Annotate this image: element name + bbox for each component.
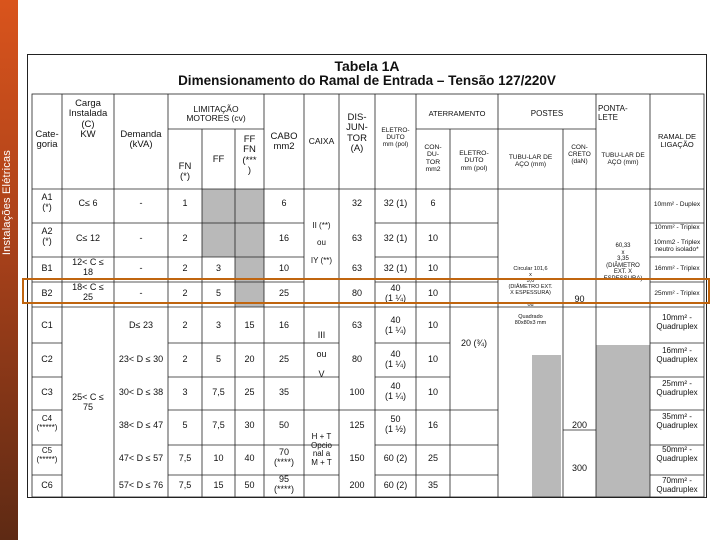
cell-cabo: 25 [278,354,289,364]
cell-fffn: 20 [244,354,255,364]
cell-demanda: - [139,233,143,243]
cell-cabo: 35 [278,387,289,397]
cell-demanda: 30< D ≤ 38 [118,387,164,397]
cell-ramal: 25mm² - Quadruplex [656,379,698,397]
cell-condutor: 10 [427,288,438,298]
cell-categoria: A2 (*) [41,226,53,246]
header-caixa: CAIXA [308,136,335,146]
cell-condutor: 10 [427,233,438,243]
cell-demanda: D≤ 23 [129,320,153,330]
cell-cabo: 16 [278,233,289,243]
cell-carga-merged: 25< C ≤ 75 [72,392,104,412]
cell-fffn: 40 [244,453,255,463]
cell-ramal: 16mm² - Quadruplex [656,346,698,364]
cell-categoria: B1 [41,263,53,273]
cell-eletroduto: 40 (1 ¼) [384,381,406,401]
cell-eletroduto: 40 (1 ¼) [384,349,406,369]
cell-ff: 5 [215,288,221,298]
cell-demanda: - [139,263,143,273]
cell-ramal: 10mm² - Triplex [654,224,700,231]
cell-condutor: 10 [427,387,438,397]
cell-ramal: 70mm² - Quadruplex [656,476,698,494]
cell-eletroduto: 50 (1 ½) [384,414,406,434]
cell-postes-tubo: Circular 101,6 x 5,0 (DIÂMETRO EXT. X ESPESSURA) ou Quadrado 80x80x3 mm [508,266,553,327]
cell-fn: 5 [182,420,188,430]
cell-disjuntor: 80 [351,354,362,364]
cell-disjuntor: 63 [351,233,362,243]
cell-condutor: 16 [427,420,438,430]
cell-fffn: 15 [244,320,255,330]
cell-eletroduto: 60 (2) [383,453,408,463]
header-concreto: CON- CRETO (daN) [568,144,591,166]
header-limitacao: LIMITAÇÃO MOTORES (cv) [186,104,246,124]
header-categoria: Cate- goria [35,129,59,151]
cell-postes-concreto-90: 90 [574,294,585,304]
cell-fn: 2 [182,288,188,298]
cell-ff: 7,5 [212,387,225,397]
header-cabo: CABO mm2 [270,131,298,153]
cell-eletroduto: 60 (2) [383,480,408,490]
cell-eletroduto: 32 (1) [383,198,408,208]
cell-fn: 2 [182,320,188,330]
cell-ramal: 10mm² - Quadruplex [656,313,698,331]
cell-cabo: 25 [278,288,289,298]
table-document [27,54,707,498]
header-ff: FF [212,154,225,165]
cell-categoria: C6 [41,480,53,490]
cell-condutor: 25 [427,453,438,463]
cell-condutor: 10 [427,354,438,364]
cell-disjuntor: 100 [349,387,365,397]
cell-demanda: 23< D ≤ 30 [118,354,164,364]
sidebar-label: Instalações Elétricas [1,150,13,256]
cell-ff: 5 [215,354,221,364]
cell-disjuntor: 63 [351,320,362,330]
cell-fn: 7,5 [178,453,192,463]
cell-categoria: C4 (*****) [36,414,58,432]
header-aterramento: ATERRAMENTO [428,109,486,118]
table-subtitle: Dimensionamento do Ramal de Entrada – Tensão 127/220V [178,73,556,88]
header-disjuntor: DIS- JUN- TOR (A) [346,112,368,155]
header-carga: Carga Instalada (C) KW [68,98,108,141]
header-fn: FN (*) [178,161,192,183]
cell-ramal: 50mm² - Quadruplex [656,445,698,463]
row-highlight-b2 [22,278,710,304]
cell-cabo: 50 [278,420,289,430]
header-tubo-aco-pont: TUBU-LAR DE AÇO (mm) [601,152,645,167]
cell-fffn: 30 [244,420,255,430]
cell-postes-concreto-300: 300 [571,463,588,473]
cell-ff: 3 [215,320,221,330]
cell-ff: 3 [215,263,221,273]
cell-fn: 1 [182,198,188,208]
cell-condutor: 6 [430,198,436,208]
cell-disjuntor: 63 [351,263,362,273]
cell-fn: 2 [182,233,188,243]
cell-caixa-a: II (**) ou IY (**) [310,221,333,265]
cell-demanda: - [139,198,143,208]
cell-ramal: 35mm² - Quadruplex [656,412,698,430]
header-eletroduto: ELETRO- DUTO mm (pol) [381,127,410,149]
cell-cabo: 16 [278,320,289,330]
table-title: Tabela 1A [334,58,400,74]
header-tubo-aco: TUBU-LAR DE AÇO (mm) [508,154,553,169]
cell-fffn: 25 [244,387,255,397]
cell-categoria: C5 (*****) [36,446,58,464]
cell-eletroduto-ater-c: 20 (¾) [460,338,487,348]
cell-disjuntor: 125 [349,420,365,430]
cell-eletroduto: 32 (1) [383,263,408,273]
cell-fn: 2 [182,354,188,364]
cell-cabo: 95 (****) [273,474,294,494]
header-pontalete: PONTA- LETE [598,104,628,122]
cell-cabo: 70 (****) [273,447,294,467]
header-condutor: CON- DU- TOR mm2 [424,144,442,174]
cell-carga: 12< C ≤ 18 [72,257,104,277]
cell-categoria: C2 [41,354,53,364]
cell-caixa-c: III ou V [316,330,327,379]
header-demanda: Demanda (kVA) [120,129,162,151]
cell-condutor: 10 [427,320,438,330]
cell-categoria: C3 [41,387,53,397]
cell-caixa-c4: H + T Opcio nal a M + T [311,432,332,467]
header-eletroduto-ater: ELETRO- DUTO mm (pol) [459,150,489,172]
cell-carga: C≤ 6 [78,198,98,208]
cell-ff: 10 [213,453,224,463]
cell-carga: 18< C ≤ 25 [72,282,104,302]
cell-carga: C≤ 12 [76,233,100,243]
cell-cabo: 10 [278,263,289,273]
cell-demanda: 38< D ≤ 47 [118,420,164,430]
cell-categoria: A1 (*) [41,192,53,212]
cell-fn: 2 [182,263,188,273]
cell-demanda: 57< D ≤ 76 [118,480,164,490]
cell-categoria: B2 [41,288,53,298]
cell-disjuntor: 200 [349,480,365,490]
cell-cabo: 6 [281,198,287,208]
cell-ramal: 10mm² - Duplex [653,201,701,208]
cell-eletroduto: 40 (1 ¼) [384,283,406,303]
cell-disjuntor: 80 [351,288,362,298]
cell-ff: 7,5 [212,420,225,430]
cell-ramal: 25mm² - Triplex [654,290,700,297]
cell-fn: 7,5 [178,480,192,490]
header-postes: POSTES [530,109,564,118]
cell-demanda: - [139,288,143,298]
cell-demanda: 47< D ≤ 57 [118,453,164,463]
cell-eletroduto: 40 (1 ¼) [384,315,406,335]
header-fffn: FF FN (*** ) [242,134,257,177]
cell-ramal-note: 10mm2 - Triplex neutro isolado* [653,239,701,254]
cell-pontalete: 60,33 x 3,35 (DIÂMETRO EXT. X ESPESSURA) [603,243,643,282]
cell-postes-concreto-200: 200 [571,420,588,430]
cell-disjuntor: 32 [351,198,362,208]
cell-disjuntor: 150 [349,453,365,463]
cell-fn: 3 [182,387,188,397]
cell-ramal: 16mm² - Triplex [654,265,700,272]
cell-eletroduto: 32 (1) [383,233,408,243]
cell-condutor: 35 [427,480,438,490]
cell-categoria: C1 [41,320,53,330]
header-ramal: RAMAL DE LIGAÇÃO [657,132,697,150]
cell-condutor: 10 [427,263,438,273]
cell-fffn: 50 [244,480,255,490]
cell-ff: 15 [213,480,224,490]
sidebar-accent-bar [0,0,18,540]
